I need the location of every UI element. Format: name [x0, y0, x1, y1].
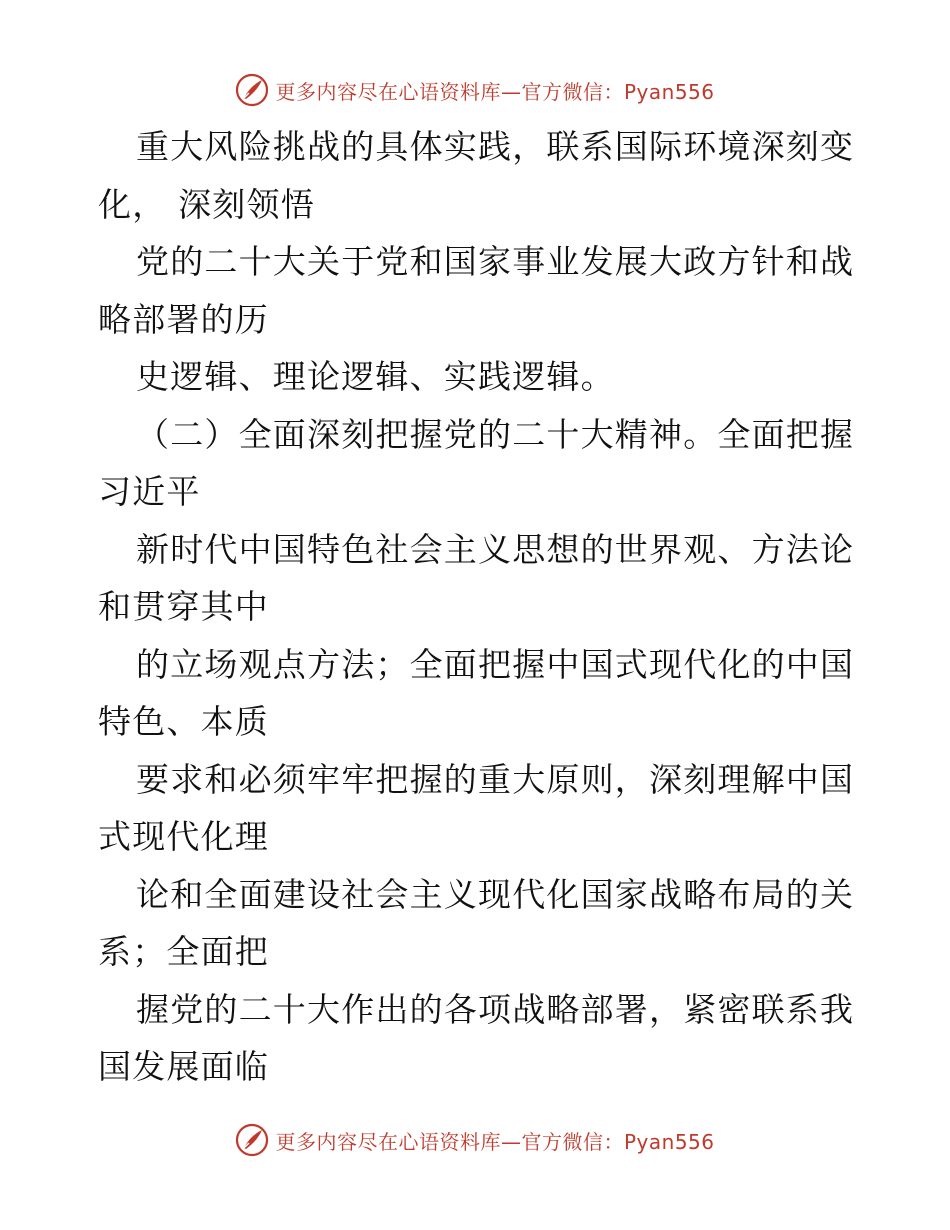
- text-line: 握党的二十大作出的各项战略部署，紧密联系我: [136, 989, 855, 1029]
- footer-banner: [0, 1120, 950, 1160]
- text-line: 党的二十大关于党和国家事业发展大政方针和战: [136, 242, 855, 281]
- text-line: 国发展面临: [98, 1047, 269, 1086]
- text-line: 系；全面把: [98, 932, 269, 971]
- banner-wechat-id: Pyan556: [623, 1129, 715, 1154]
- text-line: 习近平: [98, 472, 201, 511]
- text-line: 论和全面建设社会主义现代化国家战略布局的关: [136, 874, 855, 914]
- quill-logo-icon: [235, 73, 269, 107]
- text-line: 的立场观点方法；全面把握中国式现代化的中国: [136, 644, 855, 684]
- text-line: 重大风险挑战的具体实践，联系国际环境深刻变: [136, 127, 855, 166]
- text-line: 特色、本质: [98, 702, 269, 741]
- text-line: 化， 深刻领悟: [98, 184, 315, 224]
- text-line: 史逻辑、理论逻辑、实践逻辑。: [136, 357, 615, 396]
- document-body: [98, 118, 858, 1096]
- banner-text: 更多内容尽在心语资料库—官方微信：Pyan556: [275, 1129, 715, 1154]
- text-line: 和贯穿其中: [98, 587, 269, 626]
- text-line: （二）全面深刻把握党的二十大精神。全面把握: [136, 414, 855, 454]
- banner-text: 更多内容尽在心语资料库—官方微信：Pyan556: [275, 79, 715, 104]
- text-line: 式现代化理: [98, 817, 269, 856]
- text-line: 略部署的历: [98, 299, 269, 339]
- quill-logo-icon: [235, 1123, 269, 1157]
- header-banner: [0, 70, 950, 110]
- text-line: 新时代中国特色社会主义思想的世界观、方法论: [136, 529, 855, 569]
- text-line: 要求和必须牢牢把握的重大原则，深刻理解中国: [136, 759, 855, 799]
- banner-wechat-id: Pyan556: [623, 79, 715, 104]
